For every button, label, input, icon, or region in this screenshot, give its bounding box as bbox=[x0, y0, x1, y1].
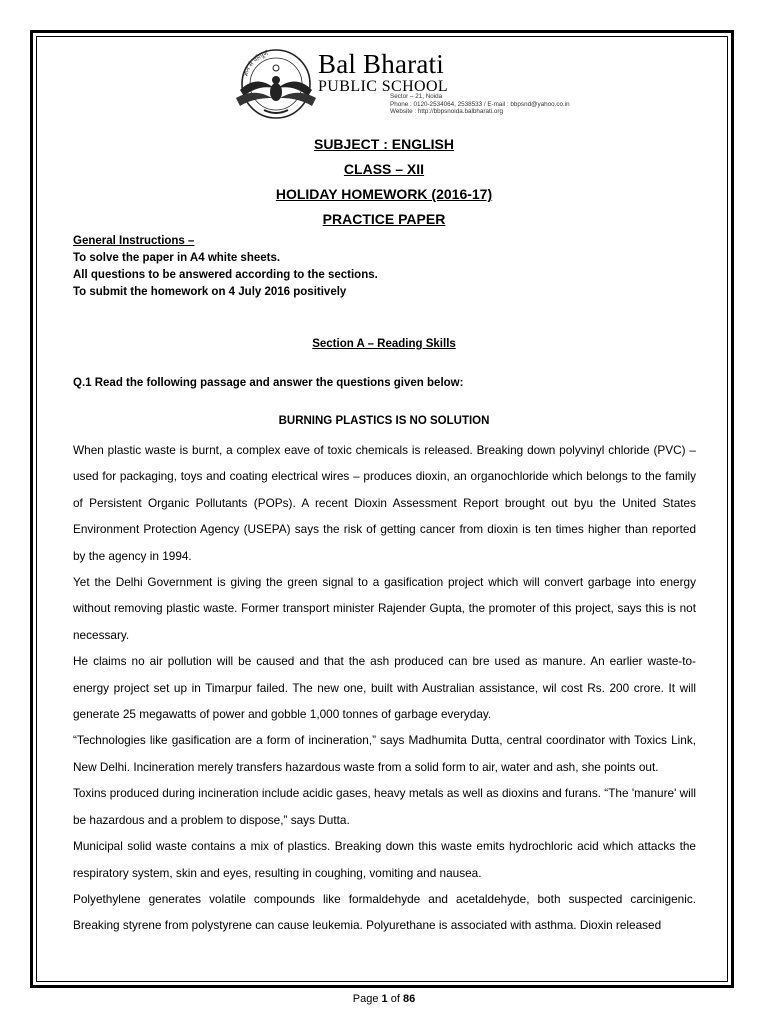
school-name bbox=[318, 50, 448, 95]
class-heading: CLASS – XII bbox=[343, 161, 425, 177]
reading-passage bbox=[73, 437, 696, 939]
school-contact-details bbox=[390, 93, 570, 116]
passage-paragraph: Toxins produced during incineration include acidic gases, heavy metals as well as dioxins and furans. “The 'manure' will be hazardous and a problem to dispose,” says Dutta. bbox=[73, 786, 696, 827]
school-website: Website : http://bbpsnoida.balbharati.org bbox=[390, 108, 503, 116]
page-footer bbox=[0, 993, 768, 1005]
school-name-line2: PUBLIC SCHOOL bbox=[318, 78, 449, 95]
passage-paragraph: He claims no air pollution will be caused and that the ash produced can bre used as manure. An earlier waste-to-energy project set up in Timarpur failed. The new one, built with Australian assistance, wil cost Rs. 200 crore. It will generate 25 megawatts of power and gobble 1,000 tonnes of garbage everyday. bbox=[73, 654, 696, 722]
subject-heading: SUBJECT : ENGLISH bbox=[313, 136, 454, 152]
homework-heading: HOLIDAY HOMEWORK (2016-17) bbox=[275, 186, 493, 202]
passage-paragraph: When plastic waste is burnt, a complex eave of toxic chemicals is released. Breaking down polyvinyl chloride (PVC) – used for packaging, toys and coating electrical wires – produces dioxin, an organochloride which belongs to the family of Persistent Organic Pollutants (POPs). A recent Dioxin Assessment Report brought out byu the United States Environment Protection Agency (USEPA) says the risk of getting cancer from dioxin is ten times higher than reported by the agency in 1994. bbox=[73, 443, 696, 563]
page-of: of bbox=[387, 993, 403, 1005]
instructions-title: General Instructions – bbox=[73, 235, 195, 247]
school-logo-icon bbox=[234, 40, 318, 122]
instruction-line: To solve the paper in A4 white sheets. bbox=[73, 252, 281, 264]
general-instructions bbox=[73, 233, 378, 301]
passage-paragraph: Yet the Delhi Government is giving the green signal to a gasification project which will convert garbage into energy without removing plastic waste. Former transport minister Rajender Gupta, the promoter of this project, says this is not necessary. bbox=[73, 575, 696, 642]
svg-text:ज्ञान से परिपूर्ण bbox=[242, 49, 270, 77]
school-name-line1: Bal Bharati bbox=[318, 49, 444, 79]
school-phone-email: Phone : 0120-2534064, 2538533 / E-mail : bbpsnd@yahoo.co.in bbox=[390, 100, 570, 108]
school-address: Sector – 21, Noida bbox=[390, 93, 443, 100]
paper-heading: PRACTICE PAPER bbox=[322, 211, 446, 227]
question-text: Q.1 Read the following passage and answer the questions given below: bbox=[73, 377, 464, 389]
page-total: 86 bbox=[402, 993, 416, 1005]
logo-motto: ज्ञान से परिपूर्ण bbox=[242, 50, 270, 78]
passage-title: BURNING PLASTICS IS NO SOLUTION bbox=[278, 415, 490, 427]
passage-paragraph: Polyethylene generates volatile compounds like formaldehyde and acetaldehyde, both suspected carcinigenic. Breaking styrene from polystyrene can cause leukemia. Polyurethane is associated with asthma. Dioxin released bbox=[73, 891, 696, 933]
section-title: Section A – Reading Skills bbox=[312, 338, 456, 350]
instruction-line: All questions to be answered according to the sections. bbox=[73, 269, 378, 281]
passage-paragraph: Municipal solid waste contains a mix of plastics. Breaking down this waste emits hydrochloric acid which attacks the respiratory system, skin and eyes, resulting in coughing, vomiting and nausea. bbox=[73, 839, 696, 880]
document-headings bbox=[0, 132, 768, 232]
page-current: 1 bbox=[381, 993, 388, 1005]
page-label: Page bbox=[352, 993, 382, 1005]
instruction-line: To submit the homework on 4 July 2016 positively bbox=[73, 286, 347, 298]
passage-paragraph: “Technologies like gasification are a form of incineration,” says Madhumita Dutta, central coordinator with Toxics Link, New Delhi. Incineration merely transfers hazardous waste from a solid form to air, water and ash, she points out. bbox=[73, 733, 696, 774]
